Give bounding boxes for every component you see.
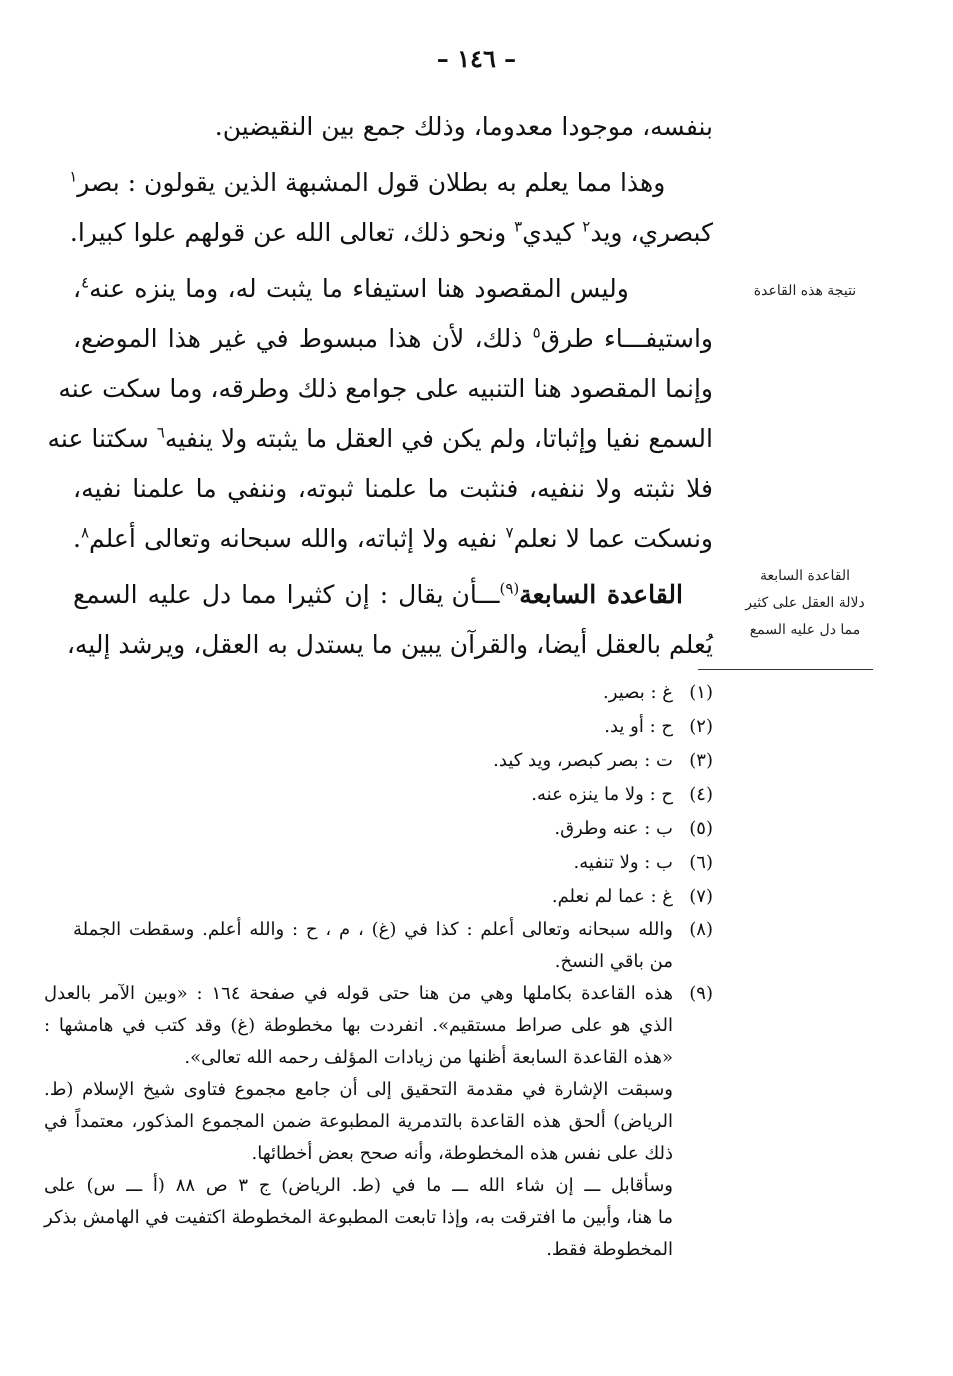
footnote: (٨) والله سبحانه وتعالى أعلم : كذا في (غ) ، م ، ح : والله أعلم. وسقطت الجملة من باقي النسخ. — [73, 919, 713, 972]
text-line: القاعدة السابعة$^{(٩)}$ـــأن يقال : إن كثيرا مما دل عليه السمع — [73, 579, 683, 609]
page-number: – ١٤٦ – — [436, 44, 517, 73]
text-line: فلا نثبته ولا ننفيه، فنثبت ما علمنا ثبوته، وننفي ما علمنا نفيه، — [73, 474, 713, 503]
text-line: ونسكت عما لا نعلم$^٧$ نفيه ولا إثباته، والله سبحانه وتعالى أعلم$^٨$. — [73, 523, 713, 553]
footnote-ref: ١ — [69, 167, 78, 186]
footnote: (١) غ : بصير. — [603, 682, 713, 703]
footnote: (٣) ت : بصر كبصر، ويد كيد. — [493, 750, 713, 771]
footnote-ref: ٨ — [80, 523, 90, 542]
text-line: وهذا مما يعلم به بطلان قول المشبهة الذين يقولون : بصر$^١$ — [69, 167, 666, 197]
footnote: (٧) غ : عما لم نعلم. — [551, 886, 713, 907]
footnote-ref: ٦ — [156, 423, 165, 442]
footnote-ref: ٤ — [81, 273, 90, 292]
main-text — [47, 102, 713, 670]
footnote: (٤) ح : ولا ما ينزه عنه. — [531, 784, 713, 805]
footnote-ref: ٧ — [505, 523, 514, 542]
footnote-ref: ٥ — [532, 323, 541, 342]
footnote: (٥) ب : عنه وطرق. — [554, 818, 713, 839]
footnote-ref: (٩) — [499, 579, 520, 598]
section-title: القاعدة السابعة — [519, 580, 683, 609]
text-line: السمع نفيا وإثباتا، ولم يكن في العقل ما يثبته ولا ينفيه$^٦$ سكتنا عنه — [47, 423, 713, 453]
margin-note-result: نتيجة هذه القاعدة — [753, 283, 857, 299]
text-line: واستيفـــاء طرق$^٥$ ذلك، لأن هذا مبسوط في غير هذا الموضع، — [73, 323, 713, 353]
footnote: (٢) ح : أو يد. — [604, 716, 713, 737]
text-line: يُعلم بالعقل أيضا، والقرآن يبين ما يستدل به العقل، ويرشد إليه، — [66, 630, 713, 659]
text-line: كبصري، ويد$^٢$ كيدي$^٣$ ونحو ذلك، تعالى الله عن قولهم علوا كبيرا. — [69, 217, 713, 247]
text-line: بنفسه، موجودا معدوما، وذلك جمع بين النقيضين. — [214, 112, 713, 141]
footnote: (٦) ب : ولا تنفيه. — [573, 852, 713, 873]
footnote-ref: ٢ — [582, 217, 591, 236]
footnotes — [44, 676, 713, 1266]
text-line: وإنما المقصود هنا التنبيه على جوامع ذلك وطرقه، وما سكت عنه — [58, 374, 713, 403]
text-line: وليس المقصود هنا استيفاء ما يثبت له، وما ينزه عنه$^٤$، — [73, 273, 629, 303]
margin-note-seventh-rule: القاعدة السابعة دلالة العقل على كثير مما دل عليه السمع — [745, 568, 865, 638]
footnote-divider — [698, 669, 873, 670]
footnote: (٩) هذه القاعدة بكاملها وهي من هنا حتى قوله في صفحة ١٦٤ : «وبين الآمر بالعدل الذي هو على صراط مستقيم». انفردت بها مخطوطة (غ) وقد كتب في هامشها : «هذه القاعدة السابعة أظنها من زيادات المؤلف رحمه الله تعالى». وسبقت الإشارة في مقدمة التحقيق إلى أن جامع مجموع فتاوى شيخ الإسلام (ط. الرياض) ألحق هذه القاعدة بالتدمرية المطبوعة ضمن المجموع المذكور، معتمداً في ذلك على نفس هذه المخطوطة، وأنه صحح بعض أخطائها. وسأقابل ـــ إن شاء الله ـــ ما في (ط. الرياض) ج ٣ ص ٨٨ (أ ـــ س) على ما هنا، وأبين ما افترقت به، وإذا تابعت المطبوعة المخطوطة اكتفيت في الهامش بذكر المخطوطة فقط. — [44, 983, 713, 1260]
footnote-ref: ٣ — [514, 217, 523, 236]
